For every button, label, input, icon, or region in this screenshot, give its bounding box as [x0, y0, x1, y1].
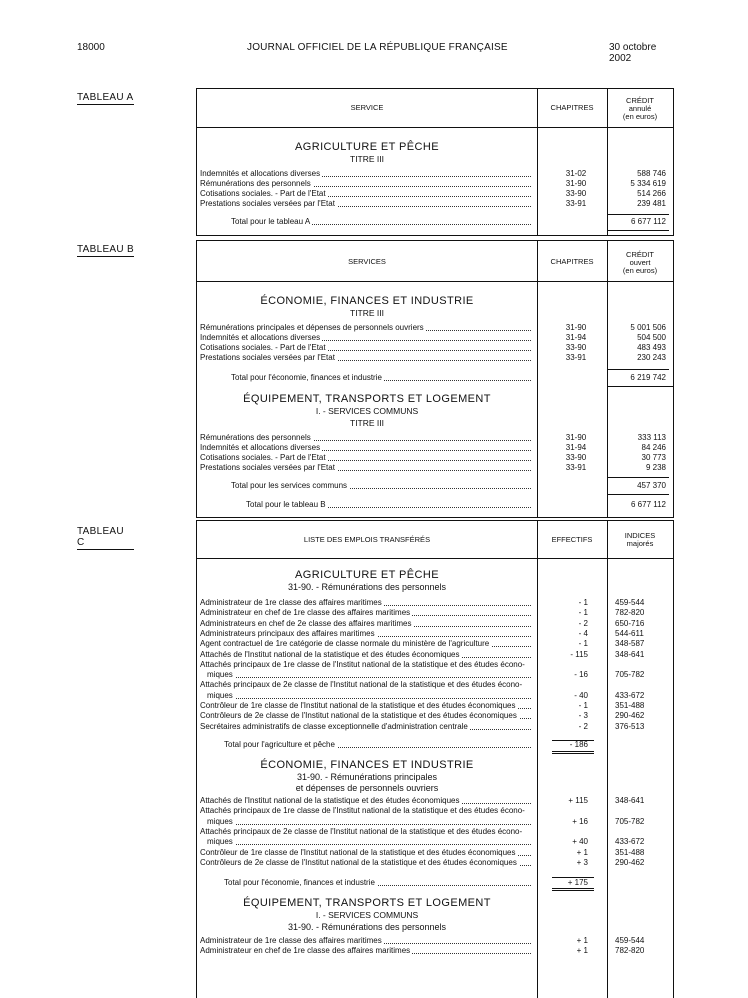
chapter-label-2: et dépenses de personnels ouvriers	[295, 783, 439, 793]
table-row: Attachés principaux de 1re classe de l'Institut national de la statistique et des études écono-	[200, 806, 525, 816]
tableau-b-total-row: Total pour le tableau B 6 677 112	[246, 500, 666, 509]
table-row: Rémunérations des personnels 31-90 5 334 619	[200, 179, 666, 188]
section-title: AGRICULTURE ET PÊCHE	[295, 141, 439, 153]
tableau-b-label: TABLEAU B	[77, 244, 134, 255]
section-title-equipement: ÉQUIPEMENT, TRANSPORTS ET LOGEMENT	[243, 393, 491, 405]
table-row: Administrateur en chef de 1re classe des affaires maritimes - 1 782-820	[200, 608, 645, 618]
total-economie-row: Total pour l'économie, finances et industrie 6 219 742	[231, 373, 666, 382]
table-row: Cotisations sociales. - Part de l'Etat 33-90 514 266	[200, 189, 666, 198]
titre-label: TITRE III	[350, 308, 384, 318]
col-effectifs-header: EFFECTIFS	[551, 535, 593, 544]
section-sub: I. - SERVICES COMMUNS	[315, 910, 419, 920]
publication-date: 30 octobre 2002	[609, 42, 657, 64]
total-economie-row: Total pour l'économie, finances et industrie + 175	[224, 878, 588, 887]
table-row: miques - 16 705-782	[207, 670, 645, 680]
section-title-economie: ÉCONOMIE, FINANCES ET INDUSTRIE	[260, 295, 474, 307]
table-row: miques - 40 433-672	[207, 690, 645, 700]
table-row: Secrétaires administratifs de classe exceptionnelle d'administration centrale - 2 376-513	[200, 721, 645, 731]
table-row: Cotisations sociales. - Part de l'Etat 33-90 483 493	[200, 343, 666, 352]
table-row: Attachés principaux de 2e classe de l'Institut national de la statistique et des études écono-	[200, 826, 523, 836]
table-row: Indemnités et allocations diverses 31-94 84 246	[200, 443, 666, 452]
table-row: Prestations sociales versées par l'Etat 33-91 239 481	[200, 199, 666, 208]
col-chapitres-header: CHAPITRES	[550, 103, 594, 112]
total-services-communs-row: Total pour les services communs 457 370	[231, 481, 666, 490]
col-services-header: SERVICES	[348, 257, 386, 266]
table-row: Administrateur de 1re classe des affaires maritimes + 1 459-544	[200, 936, 645, 945]
section-title-equipement: ÉQUIPEMENT, TRANSPORTS ET LOGEMENT	[243, 897, 491, 909]
table-row: Administrateurs en chef de 2e classe des affaires maritimes - 2 650-716	[200, 618, 645, 628]
chapter-label: 31-90. - Rémunérations des personnels	[287, 922, 447, 932]
table-row: miques + 40 433-672	[207, 837, 645, 847]
table-row: miques + 16 705-782	[207, 816, 645, 826]
tableau-a-total-row: Total pour le tableau A 6 677 112	[231, 217, 666, 226]
table-row: Contrôleur de 1re classe de l'Institut national de la statistique et des études économiques - 1 351-488	[200, 701, 645, 710]
journal-title: JOURNAL OFFICIEL DE LA RÉPUBLIQUE FRANÇAISE	[247, 42, 508, 53]
table-row: Rémunérations principales et dépenses de personnels ouvriers 31-90 5 001 506	[200, 323, 666, 332]
table-row: Indemnités et allocations diverses 31-02 588 746	[200, 169, 666, 178]
total-agriculture-row: Total pour l'agriculture et pêche - 186	[224, 740, 588, 749]
tableau-a-label: TABLEAU A	[77, 92, 134, 103]
col-liste-header: LISTE DES EMPLOIS TRANSFÉRÉS	[303, 535, 431, 544]
tableau-c-label: TABLEAU C	[77, 526, 134, 550]
table-row: Contrôleurs de 2e classe de l'Institut national de la statistique et des études économiques - 3 290-462	[200, 711, 645, 721]
titre-label: TITRE III	[350, 154, 384, 164]
tableau-c	[196, 520, 674, 998]
table-row: Attachés de l'Institut national de la statistique et des études économiques - 115 348-641	[200, 649, 645, 659]
tableau-a	[196, 88, 674, 236]
table-row: Attachés de l'Institut national de la statistique et des études économiques + 115 348-641	[200, 796, 645, 805]
table-row: Administrateur de 1re classe des affaires maritimes - 1 459-544	[200, 598, 645, 607]
table-row: Attachés principaux de 1re classe de l'Institut national de la statistique et des études écono-	[200, 659, 525, 669]
col-credit-header: CRÉDIT ouvert (en euros)	[622, 250, 658, 275]
chapter-label-1: 31-90. - Rémunérations principales	[296, 772, 438, 782]
table-row: Prestations sociales versées par l'Etat 33-91 230 243	[200, 353, 666, 362]
table-row: Prestations sociales versées par l'Etat 33-91 9 238	[200, 463, 666, 472]
table-row: Cotisations sociales. - Part de l'Etat 33-90 30 773	[200, 453, 666, 462]
tableau-b	[196, 240, 674, 518]
col-credit-header: CRÉDIT annulé (en euros)	[622, 96, 658, 121]
section-title-agriculture: AGRICULTURE ET PÊCHE	[295, 569, 439, 581]
table-row: Agent contractuel de 1re catégorie de classe normale du ministère de l'agriculture - 1 348-587	[200, 639, 645, 649]
page-number: 18000	[77, 42, 105, 53]
table-row: Rémunérations des personnels 31-90 333 113	[200, 433, 666, 442]
titre-label: TITRE III	[350, 418, 384, 428]
section-title-economie: ÉCONOMIE, FINANCES ET INDUSTRIE	[260, 759, 474, 771]
table-row: Attachés principaux de 2e classe de l'Institut national de la statistique et des études écono-	[200, 680, 523, 690]
col-indices-header: INDICES majorés	[624, 531, 656, 548]
table-row: Contrôleur de 1re classe de l'Institut national de la statistique et des études économiques + 1 351-488	[200, 847, 645, 857]
chapter-label: 31-90. - Rémunérations des personnels	[287, 582, 447, 592]
table-row: Administrateurs principaux des affaires maritimes - 4 544-611	[200, 628, 644, 638]
section-sub: I. - SERVICES COMMUNS	[315, 406, 419, 416]
table-row: Indemnités et allocations diverses 31-94 504 500	[200, 333, 666, 342]
table-row: Contrôleurs de 2e classe de l'Institut national de la statistique et des études économiques + 3 290-462	[200, 857, 645, 867]
table-row: Administrateur en chef de 1re classe des affaires maritimes + 1 782-820	[200, 946, 645, 956]
col-chapitres-header: CHAPITRES	[550, 257, 594, 266]
col-service-header: SERVICE	[350, 103, 384, 112]
